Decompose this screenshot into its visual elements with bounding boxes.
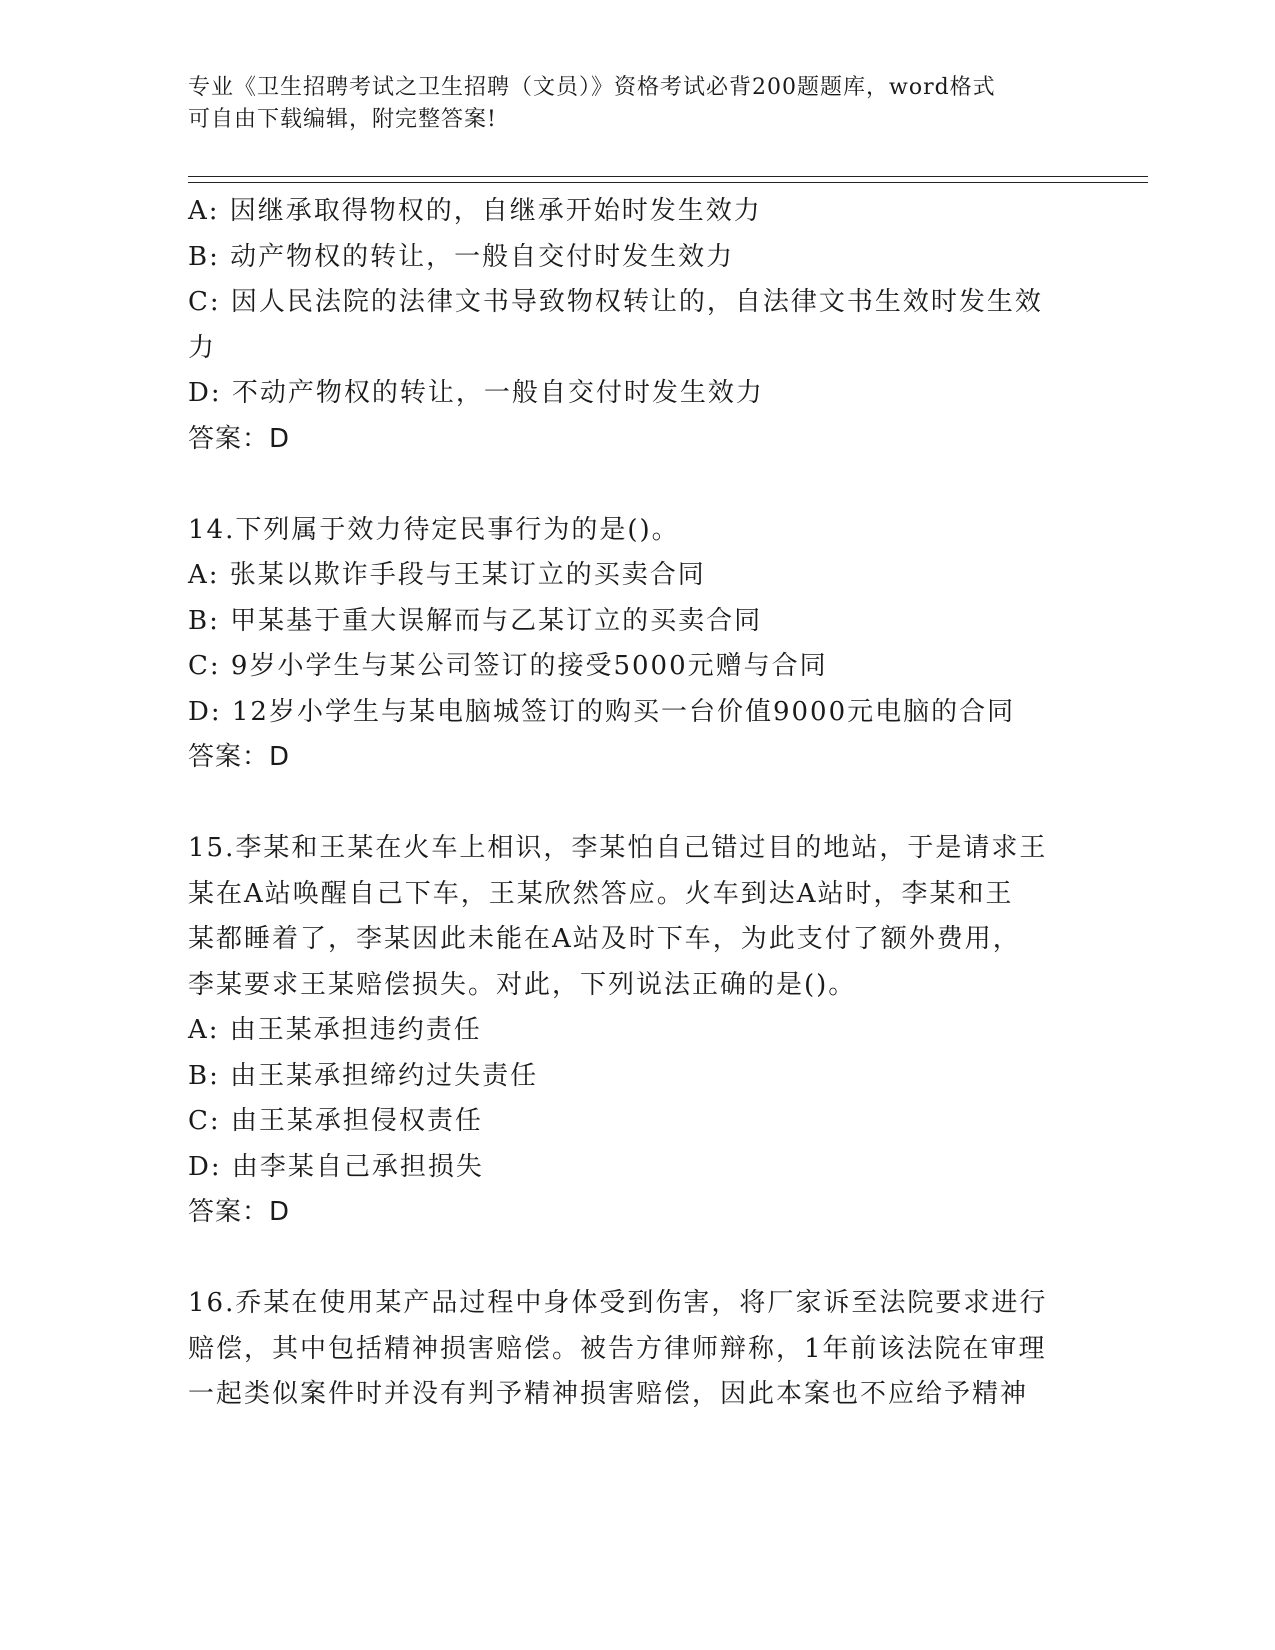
header-divider-top xyxy=(188,176,1148,177)
spacer xyxy=(188,781,1088,827)
question-stem-line: 16.乔某在使用某产品过程中身体受到伤害，将厂家诉至法院要求进行 xyxy=(188,1288,1048,1318)
question-13 xyxy=(188,189,1088,462)
option-b: B: 甲某基于重大误解而与乙某订立的买卖合同 xyxy=(188,605,763,636)
header-title-line-1: 专业《卫生招聘考试之卫生招聘（文员）》资格考试必背200题题库，word格式 xyxy=(188,75,996,100)
option-a: A: 因继承取得物权的，自继承开始时发生效力 xyxy=(188,196,762,226)
option-c: C: 由王某承担侵权责任 xyxy=(188,1106,483,1136)
answer: 答案：D xyxy=(188,1197,291,1227)
option-b: B: 动产物权的转让，一般自交付时发生效力 xyxy=(188,241,735,272)
option-a: A: 张某以欺诈手段与王某订立的买卖合同 xyxy=(188,560,706,590)
question-stem-line: 某在A站唤醒自己下车，王某欣然答应。火车到达A站时，李某和王 xyxy=(188,878,1014,909)
spacer xyxy=(188,462,1088,508)
answer: 答案：D xyxy=(188,742,291,772)
option-a: A: 由王某承担违约责任 xyxy=(188,1015,482,1045)
question-16 xyxy=(188,1281,1088,1418)
question-14 xyxy=(188,508,1088,781)
question-stem-line: 李某要求王某赔偿损失。对此，下列说法正确的是()。 xyxy=(188,969,857,1000)
question-stem: 14.下列属于效力待定民事行为的是()。 xyxy=(188,514,680,545)
header-divider-bottom xyxy=(188,182,1148,183)
option-d: D: 不动产物权的转让，一般自交付时发生效力 xyxy=(188,378,764,408)
document-body xyxy=(188,189,1088,1418)
option-c: C: 9岁小学生与某公司签订的接受5000元赠与合同 xyxy=(188,651,828,681)
answer: 答案：D xyxy=(188,423,291,454)
option-c-continued: 力 xyxy=(188,332,217,363)
option-d: D: 12岁小学生与某电脑城签订的购买一台价值9000元电脑的合同 xyxy=(188,696,1016,727)
question-stem-line: 赔偿，其中包括精神损害赔偿。被告方律师辩称，1年前该法院在审理 xyxy=(188,1333,1047,1364)
question-stem-line: 15.李某和王某在火车上相识，李某怕自己错过目的地站，于是请求王 xyxy=(188,833,1048,863)
header-title-line-2: 可自由下载编辑，附完整答案! xyxy=(188,107,497,132)
spacer xyxy=(188,1236,1088,1282)
document-header xyxy=(188,72,1068,136)
option-b: B: 由王某承担缔约过失责任 xyxy=(188,1060,539,1091)
option-d: D: 由李某自己承担损失 xyxy=(188,1151,484,1182)
option-c: C: 因人民法院的法律文书导致物权转让的，自法律文书生效时发生效 xyxy=(188,287,1043,317)
question-stem-line: 某都睡着了，李某因此未能在A站及时下车，为此支付了额外费用， xyxy=(188,924,1021,954)
question-15 xyxy=(188,826,1088,1236)
question-stem-line: 一起类似案件时并没有判予精神损害赔偿，因此本案也不应给予精神 xyxy=(188,1379,1029,1409)
